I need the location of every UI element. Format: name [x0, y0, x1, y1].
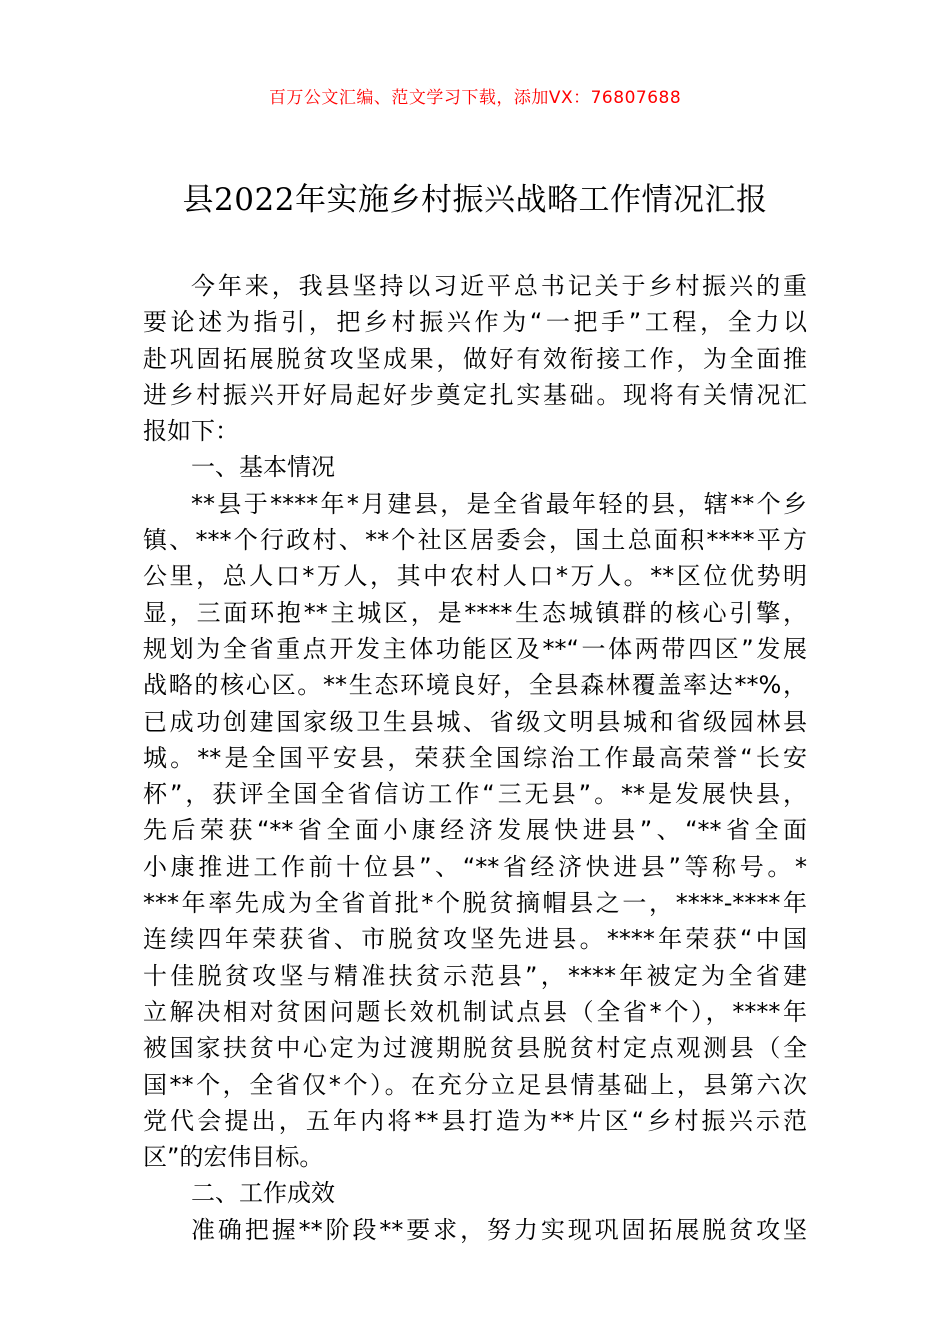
document-title: 县2022年实施乡村振兴战略工作情况汇报	[182, 182, 768, 218]
paragraph-line: 战略的核心区。**生态环境良好，全县森林覆盖率达**%，	[143, 671, 807, 700]
paragraph-line: 十佳脱贫攻坚与精准扶贫示范县”，****年被定为全省建	[143, 961, 807, 990]
paragraph-line: 城。**是全国平安县，荣获全国综治工作最高荣誉“长安	[143, 743, 807, 772]
paragraph-line: 区”的宏伟目标。	[143, 1143, 324, 1172]
paragraph-line: 连续四年荣获省、市脱贫攻坚先进县。****年荣获“中国	[143, 925, 807, 954]
section-heading: 一、基本情况	[191, 453, 335, 482]
paragraph-line: 被国家扶贫中心定为过渡期脱贫县脱贫村定点观测县（全	[143, 1034, 807, 1063]
document-body	[143, 268, 807, 1248]
paragraph-line: 要论述为指引，把乡村振兴作为“一把手”工程，全力以	[143, 308, 807, 337]
paragraph-line: 党代会提出，五年内将**县打造为**片区“乡村振兴示范	[143, 1106, 807, 1135]
paragraph-line: 规划为全省重点开发主体功能区及**“一体两带四区”发展	[143, 634, 807, 663]
paragraph-line: 进乡村振兴开好局起好步奠定扎实基础。现将有关情况汇	[143, 380, 807, 409]
section-heading: 二、工作成效	[191, 1179, 335, 1208]
paragraph-line: 国**个，全省仅*个）。在充分立足县情基础上，县第六次	[143, 1070, 807, 1099]
paragraph-line: 今年来，我县坚持以习近平总书记关于乡村振兴的重	[191, 272, 807, 300]
paragraph-line: 杯”，获评全国全省信访工作“三无县”。**是发展快县，	[143, 780, 807, 809]
paragraph-line: ***年率先成为全省首批*个脱贫摘帽县之一，****-****年	[143, 889, 807, 918]
paragraph-line: 立解决相对贫困问题长效机制试点县（全省*个），****年	[143, 997, 807, 1026]
paragraph-line: 镇、***个行政村、**个社区居委会，国土总面积****平方	[143, 526, 807, 555]
paragraph-line: 先后荣获“**省全面小康经济发展快进县”、“**省全面	[143, 816, 807, 845]
paragraph-line: 赴巩固拓展脱贫攻坚成果，做好有效衔接工作，为全面推	[143, 344, 807, 373]
paragraph-line: 准确把握**阶段**要求，努力实现巩固拓展脱贫攻坚	[191, 1215, 807, 1244]
paragraph-line: 公里，总人口*万人，其中农村人口*万人。**区位优势明	[143, 562, 807, 591]
paragraph-line: 已成功创建国家级卫生县城、省级文明县城和省级园林县	[143, 707, 807, 736]
paragraph-line: **县于****年*月建县，是全省最年轻的县，辖**个乡	[191, 489, 807, 518]
paragraph-line: 报如下：	[143, 417, 239, 446]
header-note: 百万公文汇编、范文学习下载，添加VX：76807688	[268, 88, 682, 108]
paragraph-line: 显，三面环抱**主城区，是****生态城镇群的核心引擎，	[143, 598, 807, 627]
paragraph-line: 小康推进工作前十位县”、“**省经济快进县”等称号。*	[143, 852, 807, 881]
